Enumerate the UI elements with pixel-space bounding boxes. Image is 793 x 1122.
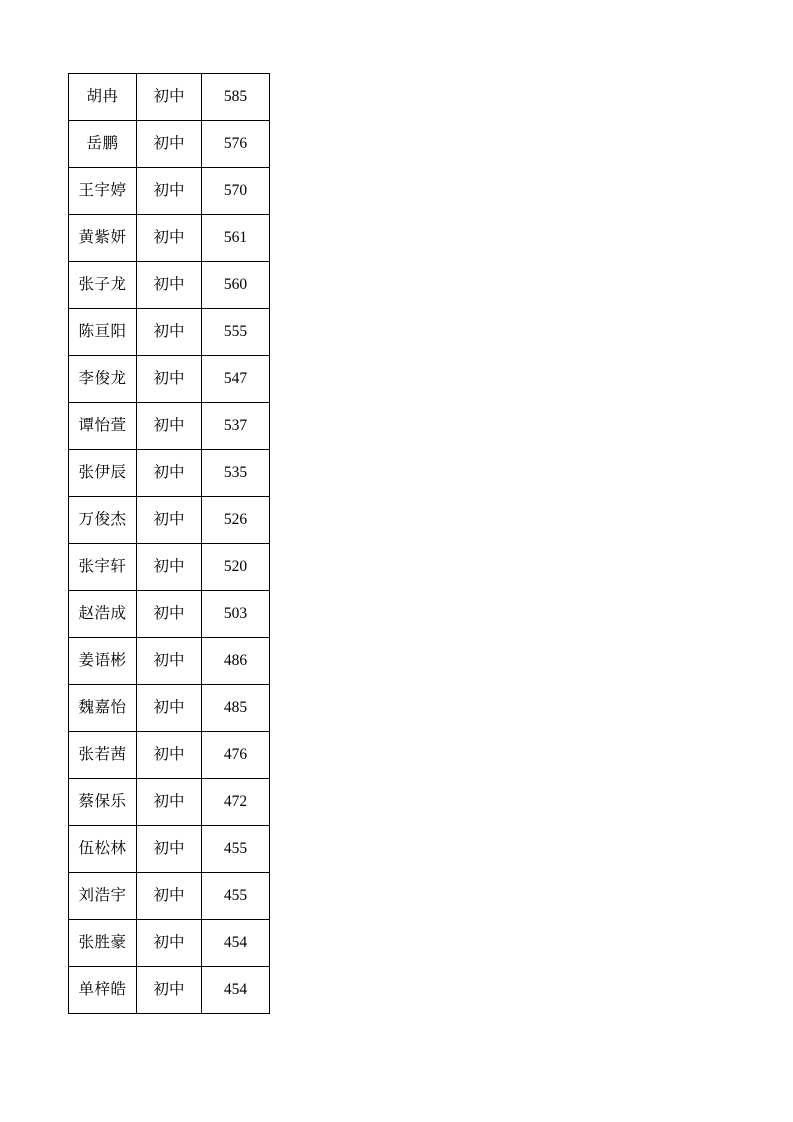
cell-score: 455 bbox=[202, 826, 270, 873]
cell-name bbox=[69, 497, 137, 544]
table-row bbox=[69, 215, 270, 262]
cell-score: 472 bbox=[202, 779, 270, 826]
score-table-container bbox=[68, 73, 270, 1014]
name-text: 谭怡萱 bbox=[78, 417, 127, 435]
table-row bbox=[69, 920, 270, 967]
name-text: 姜语彬 bbox=[78, 652, 127, 670]
cell-score: 486 bbox=[202, 638, 270, 685]
cell-name bbox=[69, 450, 137, 497]
cell-level: 初中 bbox=[137, 732, 202, 779]
cell-level: 初中 bbox=[137, 403, 202, 450]
table-row bbox=[69, 732, 270, 779]
cell-level: 初中 bbox=[137, 685, 202, 732]
table-row bbox=[69, 121, 270, 168]
name-text: 魏嘉怡 bbox=[78, 699, 127, 717]
cell-name bbox=[69, 873, 137, 920]
cell-level: 初中 bbox=[137, 309, 202, 356]
name-text: 陈亘阳 bbox=[78, 323, 127, 341]
table-row bbox=[69, 544, 270, 591]
cell-name bbox=[69, 168, 137, 215]
cell-name bbox=[69, 74, 137, 121]
name-text: 张若茜 bbox=[78, 746, 127, 764]
cell-score: 520 bbox=[202, 544, 270, 591]
table-row bbox=[69, 262, 270, 309]
score-table bbox=[68, 73, 270, 1014]
cell-name bbox=[69, 920, 137, 967]
name-text: 张子龙 bbox=[78, 276, 127, 294]
cell-score: 485 bbox=[202, 685, 270, 732]
name-text: 万俊杰 bbox=[78, 511, 127, 529]
name-text: 张伊辰 bbox=[78, 464, 127, 482]
table-row bbox=[69, 497, 270, 544]
cell-name bbox=[69, 356, 137, 403]
table-row bbox=[69, 168, 270, 215]
cell-name bbox=[69, 121, 137, 168]
table-row bbox=[69, 591, 270, 638]
cell-level: 初中 bbox=[137, 920, 202, 967]
cell-score: 454 bbox=[202, 920, 270, 967]
cell-level: 初中 bbox=[137, 356, 202, 403]
cell-name bbox=[69, 638, 137, 685]
cell-name bbox=[69, 544, 137, 591]
table-row bbox=[69, 685, 270, 732]
name-text: 刘浩宇 bbox=[78, 887, 127, 905]
cell-level: 初中 bbox=[137, 826, 202, 873]
cell-score: 454 bbox=[202, 967, 270, 1014]
cell-score: 585 bbox=[202, 74, 270, 121]
cell-score: 547 bbox=[202, 356, 270, 403]
cell-score: 476 bbox=[202, 732, 270, 779]
cell-name bbox=[69, 779, 137, 826]
name-text: 李俊龙 bbox=[78, 370, 127, 388]
cell-level: 初中 bbox=[137, 497, 202, 544]
name-text: 蔡保乐 bbox=[78, 793, 127, 811]
cell-score: 526 bbox=[202, 497, 270, 544]
cell-score: 535 bbox=[202, 450, 270, 497]
cell-level: 初中 bbox=[137, 450, 202, 497]
cell-name bbox=[69, 309, 137, 356]
cell-score: 455 bbox=[202, 873, 270, 920]
cell-level: 初中 bbox=[137, 215, 202, 262]
cell-name bbox=[69, 826, 137, 873]
cell-score: 503 bbox=[202, 591, 270, 638]
cell-score: 561 bbox=[202, 215, 270, 262]
table-row bbox=[69, 403, 270, 450]
name-text: 张胜豪 bbox=[78, 934, 127, 952]
cell-name bbox=[69, 732, 137, 779]
cell-score: 560 bbox=[202, 262, 270, 309]
name-text: 张宇轩 bbox=[78, 558, 127, 576]
cell-name bbox=[69, 403, 137, 450]
cell-level: 初中 bbox=[137, 74, 202, 121]
name-text: 赵浩成 bbox=[78, 605, 127, 623]
table-row bbox=[69, 450, 270, 497]
score-table-body bbox=[69, 74, 270, 1014]
table-row bbox=[69, 967, 270, 1014]
cell-level: 初中 bbox=[137, 638, 202, 685]
cell-name bbox=[69, 967, 137, 1014]
cell-level: 初中 bbox=[137, 168, 202, 215]
table-row bbox=[69, 309, 270, 356]
name-text: 黄紫妍 bbox=[78, 229, 127, 247]
cell-score: 555 bbox=[202, 309, 270, 356]
cell-level: 初中 bbox=[137, 873, 202, 920]
table-row bbox=[69, 638, 270, 685]
name-text: 胡冉 bbox=[86, 88, 119, 106]
table-row bbox=[69, 873, 270, 920]
name-text: 王宇婷 bbox=[78, 182, 127, 200]
cell-level: 初中 bbox=[137, 967, 202, 1014]
cell-level: 初中 bbox=[137, 779, 202, 826]
cell-name bbox=[69, 685, 137, 732]
cell-level: 初中 bbox=[137, 591, 202, 638]
table-row bbox=[69, 826, 270, 873]
cell-level: 初中 bbox=[137, 262, 202, 309]
cell-level: 初中 bbox=[137, 121, 202, 168]
table-row bbox=[69, 356, 270, 403]
name-text: 伍松林 bbox=[78, 840, 127, 858]
cell-name bbox=[69, 215, 137, 262]
cell-score: 576 bbox=[202, 121, 270, 168]
table-row bbox=[69, 779, 270, 826]
name-text: 单梓皓 bbox=[78, 981, 127, 999]
table-row bbox=[69, 74, 270, 121]
cell-name bbox=[69, 591, 137, 638]
name-text: 岳鹏 bbox=[86, 135, 119, 153]
cell-level: 初中 bbox=[137, 544, 202, 591]
cell-score: 537 bbox=[202, 403, 270, 450]
cell-score: 570 bbox=[202, 168, 270, 215]
cell-name bbox=[69, 262, 137, 309]
